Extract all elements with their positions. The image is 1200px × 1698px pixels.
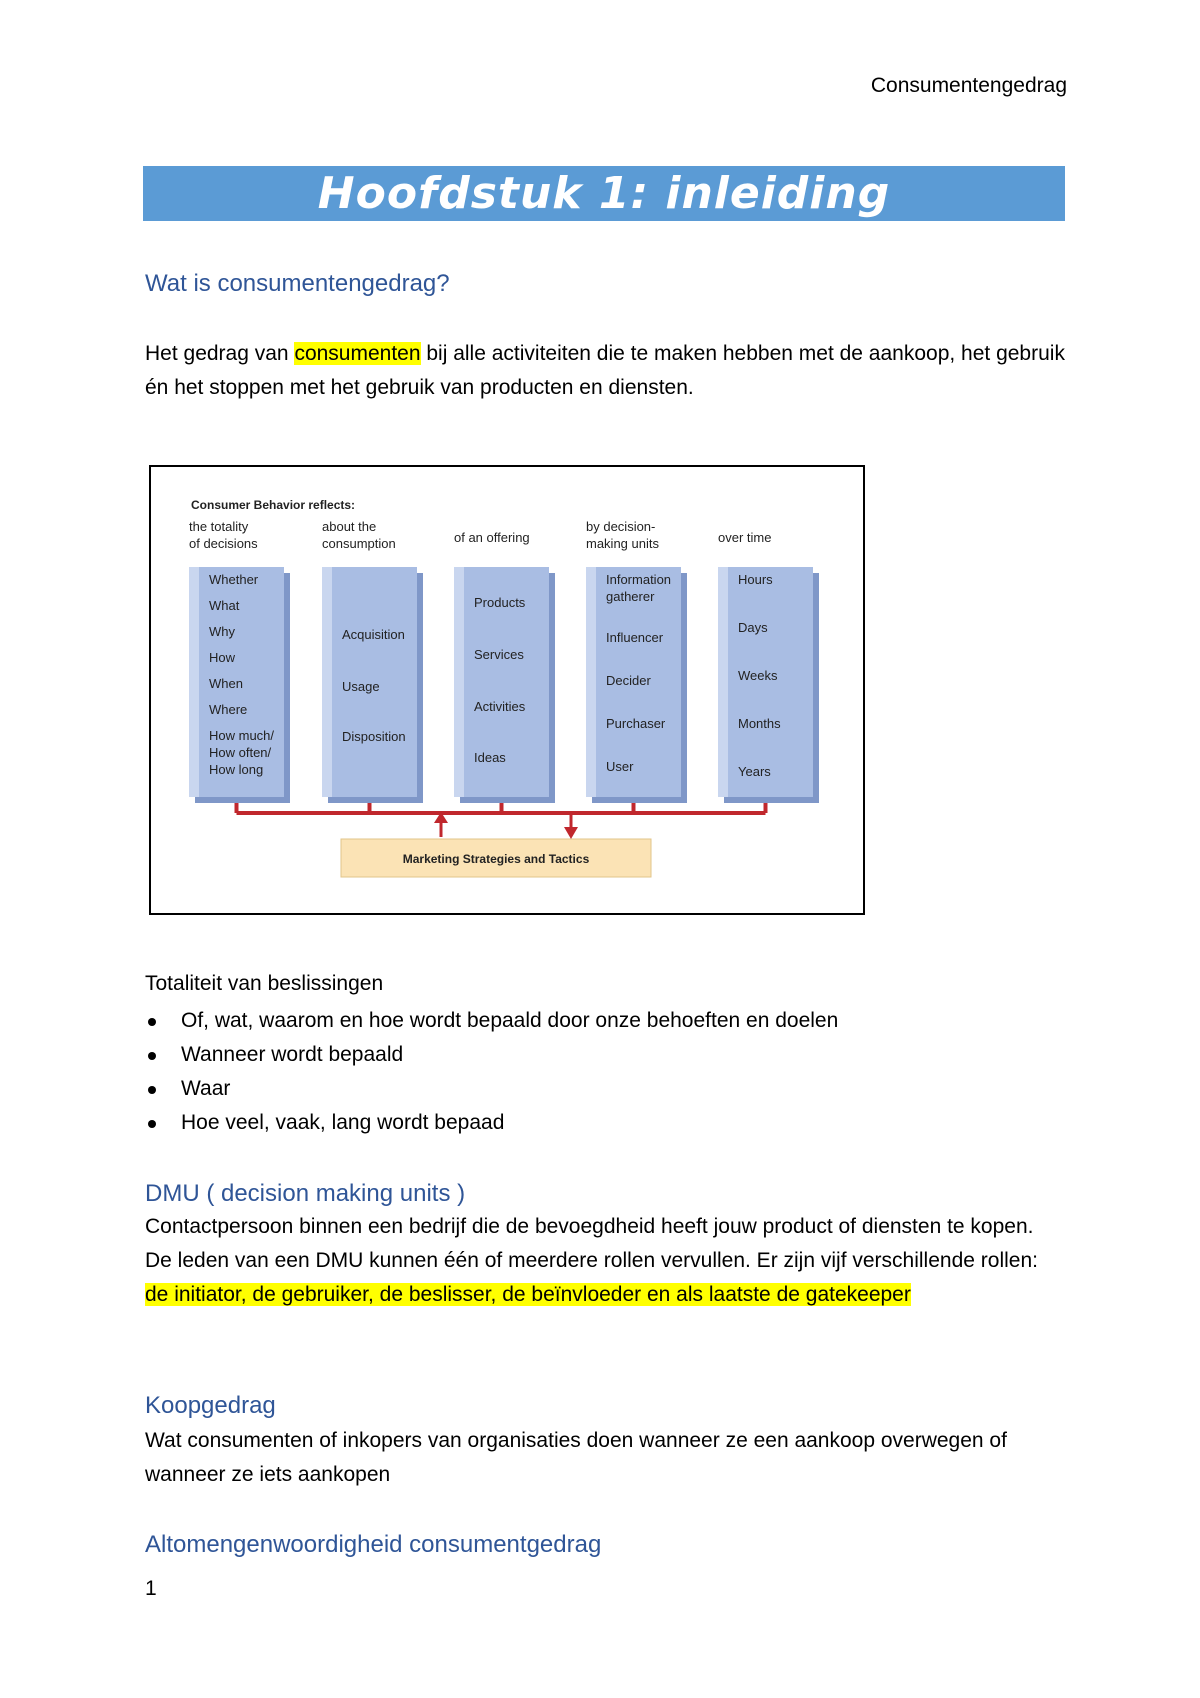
column-header-text: about the (322, 519, 377, 534)
panel-item-text: gatherer (606, 589, 655, 604)
section-heading-altomengenwoordigheid: Altomengenwoordigheid consumentgedrag (145, 1531, 602, 1558)
section-heading-wat-is: Wat is consumentengedrag? (145, 270, 450, 297)
consumer-behavior-figure (149, 465, 865, 915)
panel-item-text: Acquisition (342, 627, 405, 642)
dmu-paragraph (145, 1210, 1065, 1312)
panel-item-text: Usage (342, 679, 380, 694)
panel-highlight (586, 567, 596, 797)
chapter-title-bar (143, 166, 1065, 221)
panel-item-text: User (606, 759, 634, 774)
column-header-text: the totality (189, 519, 249, 534)
dmu-text: Contactpersoon binnen een bedrijf die de bevoegdheid heeft jouw product of diensten te kopen. De leden van een DMU kunnen één of meerdere rollen vervullen. Er zijn vijf verschillende rollen: (145, 1215, 1038, 1272)
column-header-text: by decision- (586, 519, 656, 534)
bullet-item: Waar (145, 1072, 838, 1106)
panel-highlight (454, 567, 464, 797)
definition-text-before: Het gedrag van (145, 342, 295, 365)
column-header-text: of decisions (189, 536, 258, 551)
koopgedrag-paragraph: Wat consumenten of inkopers van organisaties doen wanneer ze een aankoop overwegen of wanneer ze iets aankopen (145, 1429, 1007, 1486)
panel-item-text: When (209, 676, 243, 691)
column-header-text: making units (586, 536, 659, 551)
panel-item-text: Products (474, 595, 526, 610)
column-header-text: over time (718, 530, 772, 545)
panel-item-text: Hours (738, 572, 773, 587)
highlight-dmu-roles: de initiator, de gebruiker, de beslisser, de beïnvloeder en als laatste de gatekeeper (145, 1283, 911, 1306)
totaliteit-bullet-list (145, 1004, 838, 1140)
totaliteit-heading: Totaliteit van beslissingen (145, 972, 384, 995)
marketing-strategies-label: Marketing Strategies and Tactics (402, 852, 590, 866)
panel-item-text: How (209, 650, 236, 665)
panel-item-text: Information (606, 572, 672, 587)
section-heading-dmu: DMU ( decision making units ) (145, 1180, 466, 1207)
panel-highlight (718, 567, 728, 797)
panel-item-text: Where (209, 702, 248, 717)
definition-paragraph (145, 337, 1065, 405)
panel-item-text: How much/ (209, 728, 275, 743)
panel-item-text: Disposition (342, 729, 406, 744)
panel-item-text: Whether (209, 572, 259, 587)
panel-item-text: Months (738, 716, 781, 731)
panel-item-text: How often/ (209, 745, 272, 760)
panel-item-text: What (209, 598, 240, 613)
running-header: Consumentengedrag (870, 74, 1067, 97)
definition-text-after: bij alle activiteiten die te maken hebben met de aankoop, het gebruik én het stoppen met het gebruik van producten en diensten. (145, 342, 1065, 399)
chapter-title: Hoofdstuk 1: inleiding (317, 168, 891, 219)
panel-item-text: Ideas (474, 750, 506, 765)
page-number: 1 (145, 1577, 157, 1600)
column-header-text: consumption (322, 536, 396, 551)
panel-item-text: Activities (474, 699, 526, 714)
consumer-behavior-diagram (151, 467, 867, 917)
panel-item-text: Why (209, 624, 235, 639)
panel-item-text: Decider (606, 673, 651, 688)
panel-item-text: Weeks (738, 668, 778, 683)
bullet-item: Hoe veel, vaak, lang wordt bepaad (145, 1106, 838, 1140)
bullet-item: Wanneer wordt bepaald (145, 1038, 838, 1072)
panel-highlight (189, 567, 199, 797)
figure-title: Consumer Behavior reflects: (191, 498, 356, 512)
panel-item-text: Days (738, 620, 768, 635)
column-header-text: of an offering (454, 530, 530, 545)
highlight-consumenten: consumenten (294, 342, 421, 365)
panel-item-text: Purchaser (606, 716, 666, 731)
bullet-item: Of, wat, waarom en hoe wordt bepaald door onze behoeften en doelen (145, 1004, 838, 1038)
arrow-down (564, 827, 578, 839)
panel-item-text: How long (209, 762, 264, 777)
panel-item-text: Years (738, 764, 771, 779)
panel-highlight (322, 567, 332, 797)
panel-item-text: Influencer (606, 630, 664, 645)
section-heading-koopgedrag: Koopgedrag (145, 1392, 276, 1419)
panel-item-text: Services (474, 647, 524, 662)
